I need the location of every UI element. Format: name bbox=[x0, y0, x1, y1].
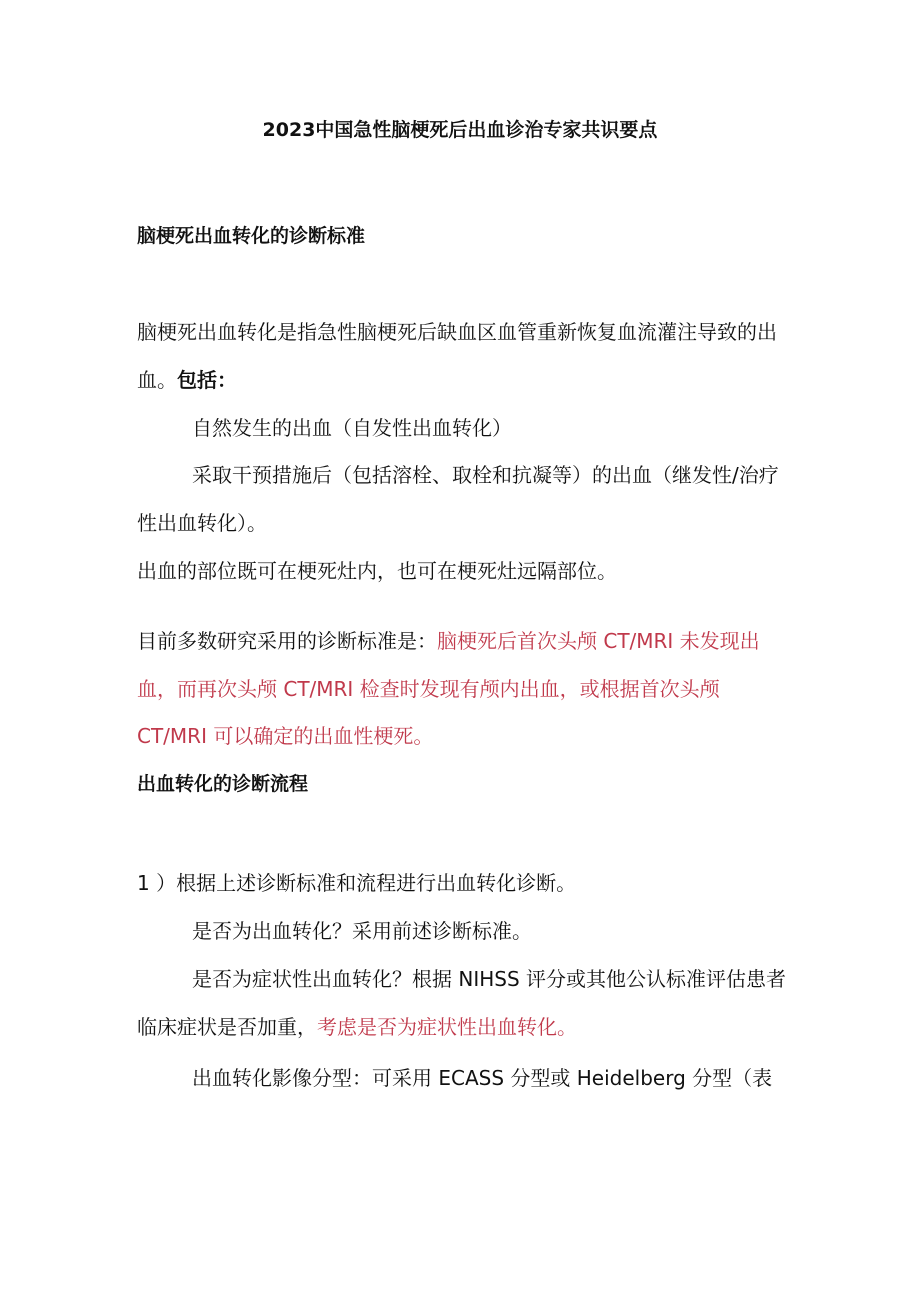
criteria-highlight-3: CT/MRI 可以确定的出血性梗死。 bbox=[137, 724, 434, 748]
hemorrhage-location: 出血的部位既可在梗死灶内，也可在梗死灶远隔部位。 bbox=[137, 559, 617, 583]
step-1: 1 ）根据上述诊断标准和流程进行出血转化诊断。 bbox=[137, 871, 577, 895]
imaging-classification: 出血转化影像分型：可采用 ECASS 分型或 Heidelberg 分型（表 bbox=[192, 1066, 773, 1090]
question-symptomatic-highlight: 考虑是否为症状性出血转化。 bbox=[317, 1015, 577, 1039]
section-heading-diagnostic-criteria: 脑梗死出血转化的诊断标准 bbox=[137, 225, 366, 247]
question-symptomatic-plain: 临床症状是否加重， bbox=[137, 1015, 317, 1039]
criteria-highlight-2: 血，而再次头颅 CT/MRI 检查时发现有颅内出血，或根据首次头颅 bbox=[137, 677, 720, 701]
section-heading-diagnostic-process: 出血转化的诊断流程 bbox=[137, 773, 309, 795]
list-item-spontaneous: 自然发生的出血（自发性出血转化） bbox=[192, 416, 512, 440]
list-item-secondary-line-2: 性出血转化）。 bbox=[137, 511, 267, 535]
document-title: 2023中国急性脑梗死后出血诊治专家共识要点 bbox=[262, 119, 658, 141]
question-symptomatic-line-1: 是否为症状性出血转化？根据 NIHSS 评分或其他公认标准评估患者 bbox=[192, 967, 787, 991]
definition-line-2 bbox=[137, 366, 237, 394]
definition-line-1: 脑梗死出血转化是指急性脑梗死后缺血区血管重新恢复血流灌注导致的出 bbox=[137, 320, 777, 344]
list-item-secondary-line-1: 采取干预措施后（包括溶栓、取栓和抗凝等）的出血（继发性/治疗 bbox=[192, 463, 779, 487]
question-is-hemorrhage: 是否为出血转化？采用前述诊断标准。 bbox=[192, 919, 532, 943]
criteria-prefix: 目前多数研究采用的诊断标准是： bbox=[137, 629, 437, 653]
criteria-highlight-1: 脑梗死后首次头颅 CT/MRI 未发现出 bbox=[437, 629, 760, 653]
definition-line-2-plain: 血。 bbox=[137, 368, 177, 392]
criteria-line-1 bbox=[137, 627, 760, 655]
definition-line-2-bold: 包括： bbox=[177, 368, 237, 392]
question-symptomatic-line-2 bbox=[137, 1013, 577, 1041]
